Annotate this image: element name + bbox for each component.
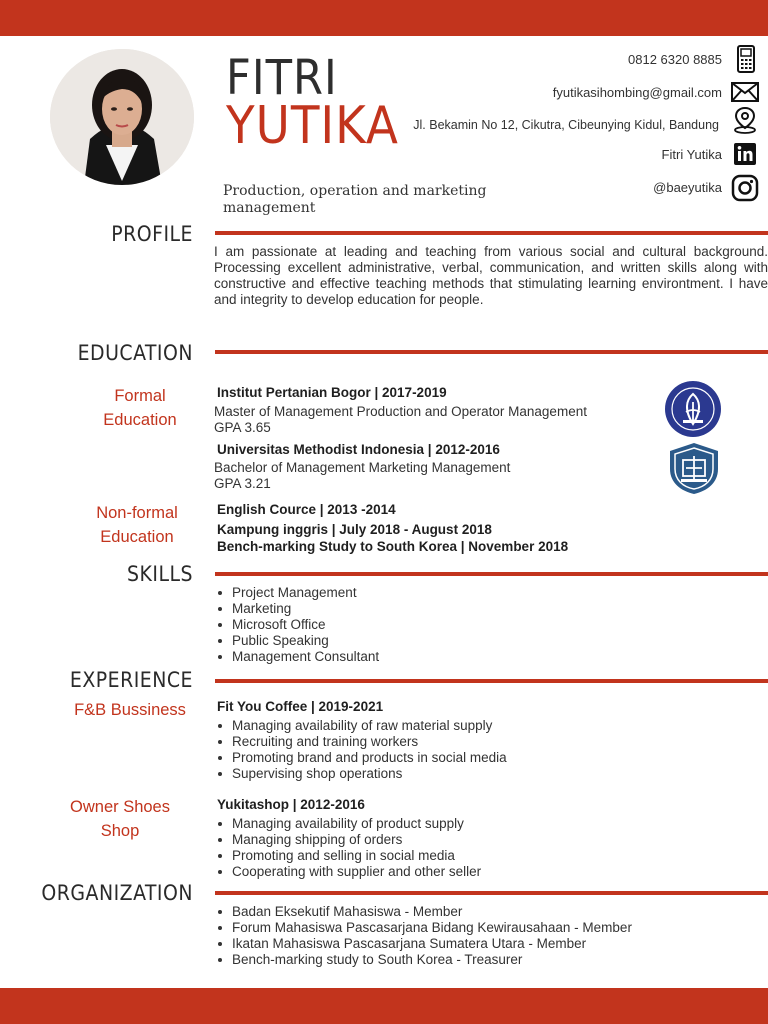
list-item: Bench-marking study to South Korea - Treasurer xyxy=(232,952,632,968)
list-item: Managing shipping of orders xyxy=(232,832,481,848)
list-item: Public Speaking xyxy=(232,633,379,649)
education-heading: EDUCATION xyxy=(77,341,193,365)
skills-heading: SKILLS xyxy=(127,562,193,586)
list-item: Forum Mahasiswa Pascasarjana Bidang Kewirausahaan - Member xyxy=(232,920,632,935)
organization-list xyxy=(232,904,632,968)
nonformal-course: Kampung inggris | July 2018 - August 2018 xyxy=(217,522,492,537)
top-accent-bar xyxy=(0,0,768,36)
skills-list xyxy=(232,585,379,665)
experience-entry-title: Yukitashop | 2012-2016 xyxy=(217,797,365,812)
linkedin-icon xyxy=(731,140,759,168)
phone-icon xyxy=(732,45,760,73)
location-pin-icon xyxy=(731,106,759,134)
first-name: FITRI xyxy=(226,50,338,106)
experience-role-label: F&B Bussiness xyxy=(74,701,186,719)
list-item: Badan Eksekutif Mahasiswa - Member xyxy=(232,904,632,920)
list-item: Cooperating with supplier and other seller xyxy=(232,864,482,879)
profile-heading: PROFILE xyxy=(111,222,193,246)
list-item: Marketing xyxy=(232,601,379,617)
education-entry-gpa: GPA 3.21 xyxy=(214,476,271,491)
instagram-icon xyxy=(731,174,759,202)
experience-heading: EXPERIENCE xyxy=(69,668,193,692)
education-entry-degree: Bachelor of Management Marketing Management xyxy=(214,460,511,475)
education-entry-title: Institut Pertanian Bogor | 2017-2019 xyxy=(217,385,447,400)
professional-tagline: Production, operation and marketing management xyxy=(223,183,487,216)
list-item: Promoting and selling in social media xyxy=(232,848,481,864)
linkedin-name: Fitri Yutika xyxy=(661,147,722,162)
education-entry-degree: Master of Management Production and Operator Management xyxy=(214,404,587,419)
list-item: Supervising shop operations xyxy=(232,766,507,782)
mail-icon xyxy=(731,78,759,106)
home-address: Jl. Bekamin No 12, Cikutra, Cibeunying Kidul, Bandung xyxy=(413,118,719,132)
last-name: YUTIKA xyxy=(226,96,399,156)
formal-education-label: Formal Education xyxy=(103,387,177,429)
list-item: Recruiting and training workers xyxy=(232,734,507,750)
profile-divider xyxy=(215,231,768,235)
nonformal-course: Bench-marking Study to South Korea | November 2018 xyxy=(217,539,569,554)
education-entry-gpa: GPA 3.65 xyxy=(214,420,271,435)
phone-number: 0812 6320 8885 xyxy=(628,52,722,67)
profile-photo xyxy=(50,49,194,185)
email-address: fyutikasihombing@gmail.com xyxy=(552,85,722,100)
experience-duties-list xyxy=(232,816,481,880)
list-item: Ikatan Mahasiswa Pascasarjana Sumatera Utara - Member xyxy=(232,936,632,952)
methodist-university-logo xyxy=(667,441,721,500)
education-divider xyxy=(215,350,768,354)
list-item: Management Consultant xyxy=(232,649,380,664)
list-item: Project Management xyxy=(232,585,379,601)
education-entry-title: Universitas Methodist Indonesia | 2012-2016 xyxy=(217,442,500,457)
organization-heading: ORGANIZATION xyxy=(41,881,193,905)
ipb-university-logo xyxy=(664,380,722,443)
list-item: Managing availability of product supply xyxy=(232,816,481,832)
organization-divider xyxy=(215,891,768,895)
list-item: Promoting brand and products in social media xyxy=(232,750,507,765)
nonformal-education-label: Non-formal Education xyxy=(96,504,178,546)
nonformal-course: English Cource | 2013 -2014 xyxy=(217,502,396,517)
instagram-handle: @baeyutika xyxy=(653,180,722,195)
list-item: Microsoft Office xyxy=(232,617,379,633)
skills-divider xyxy=(215,572,768,576)
experience-divider xyxy=(215,679,768,683)
list-item: Managing availability of raw material supply xyxy=(232,718,507,734)
experience-role-label: Owner Shoes Shop xyxy=(70,798,170,840)
experience-entry-title: Fit You Coffee | 2019-2021 xyxy=(217,699,384,714)
bottom-accent-bar xyxy=(0,988,768,1024)
experience-duties-list xyxy=(232,718,507,782)
profile-summary: I am passionate at leading and teaching from various social and cultural background. Processing excellent administrative, verbal, communication, and written skills along with constructive and effective teaching methods that stimulating learning environtment. I have and integrity to develop education for people. xyxy=(214,244,768,307)
